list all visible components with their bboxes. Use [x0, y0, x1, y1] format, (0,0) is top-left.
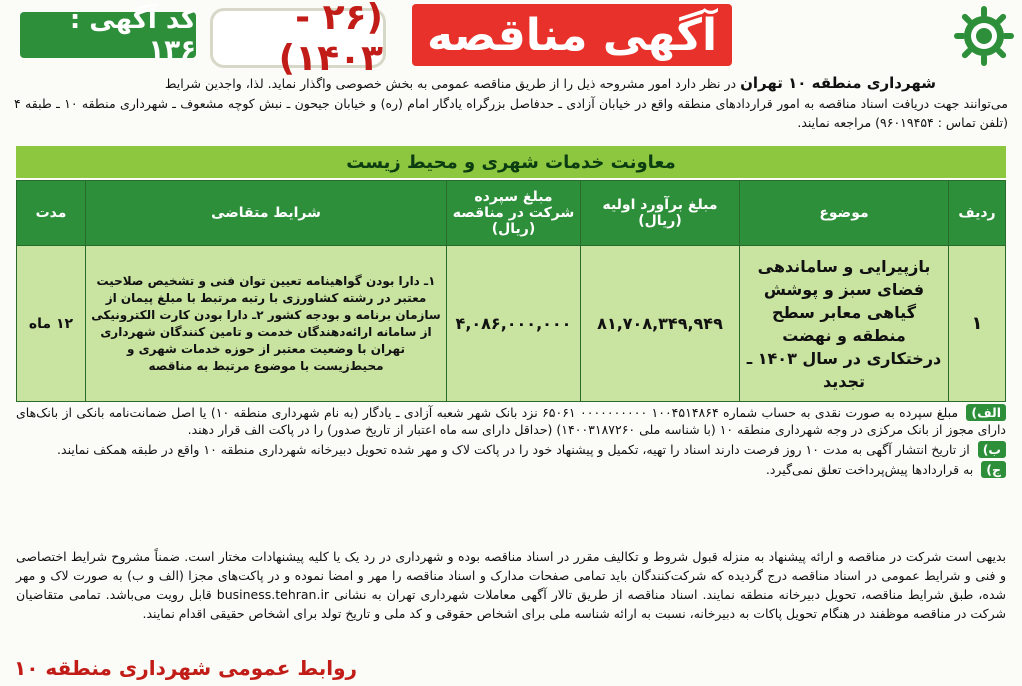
- tender-table: [16, 180, 1006, 402]
- header-conditions: شرایط متقاضی: [86, 181, 447, 246]
- intro-paragraph-2: می‌توانند جهت دریافت اسناد مناقصه به امور قراردادهای منطقه واقع در خیابان آزادی ـ حدفاصل بزرگراه یادگار امام (ره) و خیابان جیحون ـ نبش کوچه مشعوف ـ شهرداری منطقه ۱۰ ـ طبقه ۴ (تلفن تماس : ۹۶۰۱۹۴۵۴) مراجعه نمایند.: [14, 96, 1009, 130]
- notice-number-text: (۲۶ - ۱۴۰۳): [278, 0, 383, 79]
- municipality-logo-icon: [952, 4, 1016, 68]
- note-jim: [16, 461, 1006, 478]
- section-banner: معاونت خدمات شهری و محیط زیست: [16, 146, 1006, 178]
- notice-title: آگهی مناقصه: [412, 4, 732, 66]
- header-row-number: ردیف: [949, 181, 1006, 246]
- note-alef: [16, 404, 1006, 438]
- header-deposit: مبلغ سپرده شرکت در مناقصه (ریال): [447, 181, 581, 246]
- cell-row-number: ۱: [949, 246, 1006, 402]
- footer-signature: روابط عمومی شهرداری منطقه ۱۰: [14, 656, 358, 680]
- notice-code-badge: کد آگهی : ۱۳۶: [20, 12, 196, 58]
- notice-header: [0, 0, 1022, 79]
- cell-subject: بازپیرایی و ساماندهی فضای سبز و پوشش گیاهی معابر سطح منطقه و نهضت درختکاری در سال ۱۴۰۳ ـ تجدید: [740, 246, 949, 402]
- note-text: مبلغ سپرده به صورت نقدی به حساب شماره ۱۰۰۴۵۱۴۸۶۴ ۰۰۰۰۰۰۰۰۰۰ ۶۵۰۶۱ نزد بانک شهر شعبه آزادی ـ یادگار (به نام شهرداری منطقه ۱۰) یا اصل ضمانت‌نامه بانکی از بانک‌های دارای مجوز از بانک مرکزی در وجه شهرداری منطقه ۱۰ (با شناسه ملی ۱۴۰۰۳۱۸۷۲۶۰) (حداقل دارای سه ماه اعتبار از تاریخ صدور) را در پاکت الف قرار دهند.: [16, 405, 1006, 437]
- note-text: به قراردادها پیش‌پرداخت تعلق نمی‌گیرد.: [765, 462, 974, 477]
- cell-duration: ۱۲ ماه: [17, 246, 86, 402]
- header-duration: مدت: [17, 181, 86, 246]
- note-key: الف): [966, 404, 1006, 421]
- closing-paragraph: بدیهی است شرکت در مناقصه و ارائه پیشنهاد به منزله قبول شروط و تکالیف مقرر در اسناد مناقصه بوده و شهرداری در رد یک یا کلیه پیشنهادات مختار است. ضمناً مشروح شرایط اختصاصی و فنی و شرایط عمومی در اسناد مناقصه درج گردیده که شرکت‌کنندگان باید تمامی صفحات مدارک و اسناد مناقصه را مهر و امضا نموده و در پاکت‌های مجزا (الف و ب) به صورت لاک و مهر شده، طبق شرایط مناقصه، تحویل دبیرخانه منطقه نمایند. اسناد مناقصه از طریق تالار آگهی معاملات شهرداری تهران به نشانی business.tehran.ir قابل رویت می‌باشد. تمامی متقاضیان شرکت در مناقصه موظفند در هنگام تحویل پاکات به دبیرخانه، نسبت به ارائه شناسه ملی برای اشخاص حقوقی و کد ملی و تاریخ تولد برای اشخاص حقیقی اقدام نمایند.: [16, 549, 1006, 621]
- table-header-row: [17, 181, 1006, 246]
- table-row: [17, 246, 1006, 402]
- intro-line-1: در نظر دارد امور مشروحه ذیل را از طریق مناقصه عمومی به بخش خصوصی واگذار نماید. لذا، واجدین شرایط: [164, 76, 737, 91]
- header-estimate: مبلغ برآورد اولیه (ریال): [581, 181, 740, 246]
- cell-deposit: ۴,۰۸۶,۰۰۰,۰۰۰: [447, 246, 581, 402]
- intro-paragraph: [14, 74, 936, 93]
- notice-number: [210, 0, 386, 79]
- note-key: ب): [978, 441, 1006, 458]
- organization-name: شهرداری منطقه ۱۰ تهران: [740, 74, 936, 92]
- note-key: ج): [981, 461, 1006, 478]
- cell-conditions: ۱ـ دارا بودن گواهینامه تعیین توان فنی و تشخیص صلاحیت معتبر در رشته کشاورزی با رتبه مرتبط با مبلغ پیمان از سازمان برنامه و بودجه کشور ۲ـ دارا بودن کارت الکترونیکی از سامانه ارائه‌دهندگان خدمت و تامین کنندگان شهرداری تهران با وضعیت معتبر از حوزه خدمات شهری و محیط‌زیست با موضوع مرتبط به مناقصه: [86, 246, 447, 402]
- note-text: از تاریخ انتشار آگهی به مدت ۱۰ روز فرصت دارند اسناد را تهیه، تکمیل و پیشنهاد خود را در پاکت لاک و مهر شده تحویل دبیرخانه شهرداری منطقه ۱۰ واقع در طبقه همکف نمایند.: [57, 442, 970, 457]
- cell-estimate: ۸۱,۷۰۸,۳۴۹,۹۴۹: [581, 246, 740, 402]
- notes-section: [16, 404, 1006, 481]
- header-subject: موضوع: [740, 181, 949, 246]
- note-be: [16, 441, 1006, 458]
